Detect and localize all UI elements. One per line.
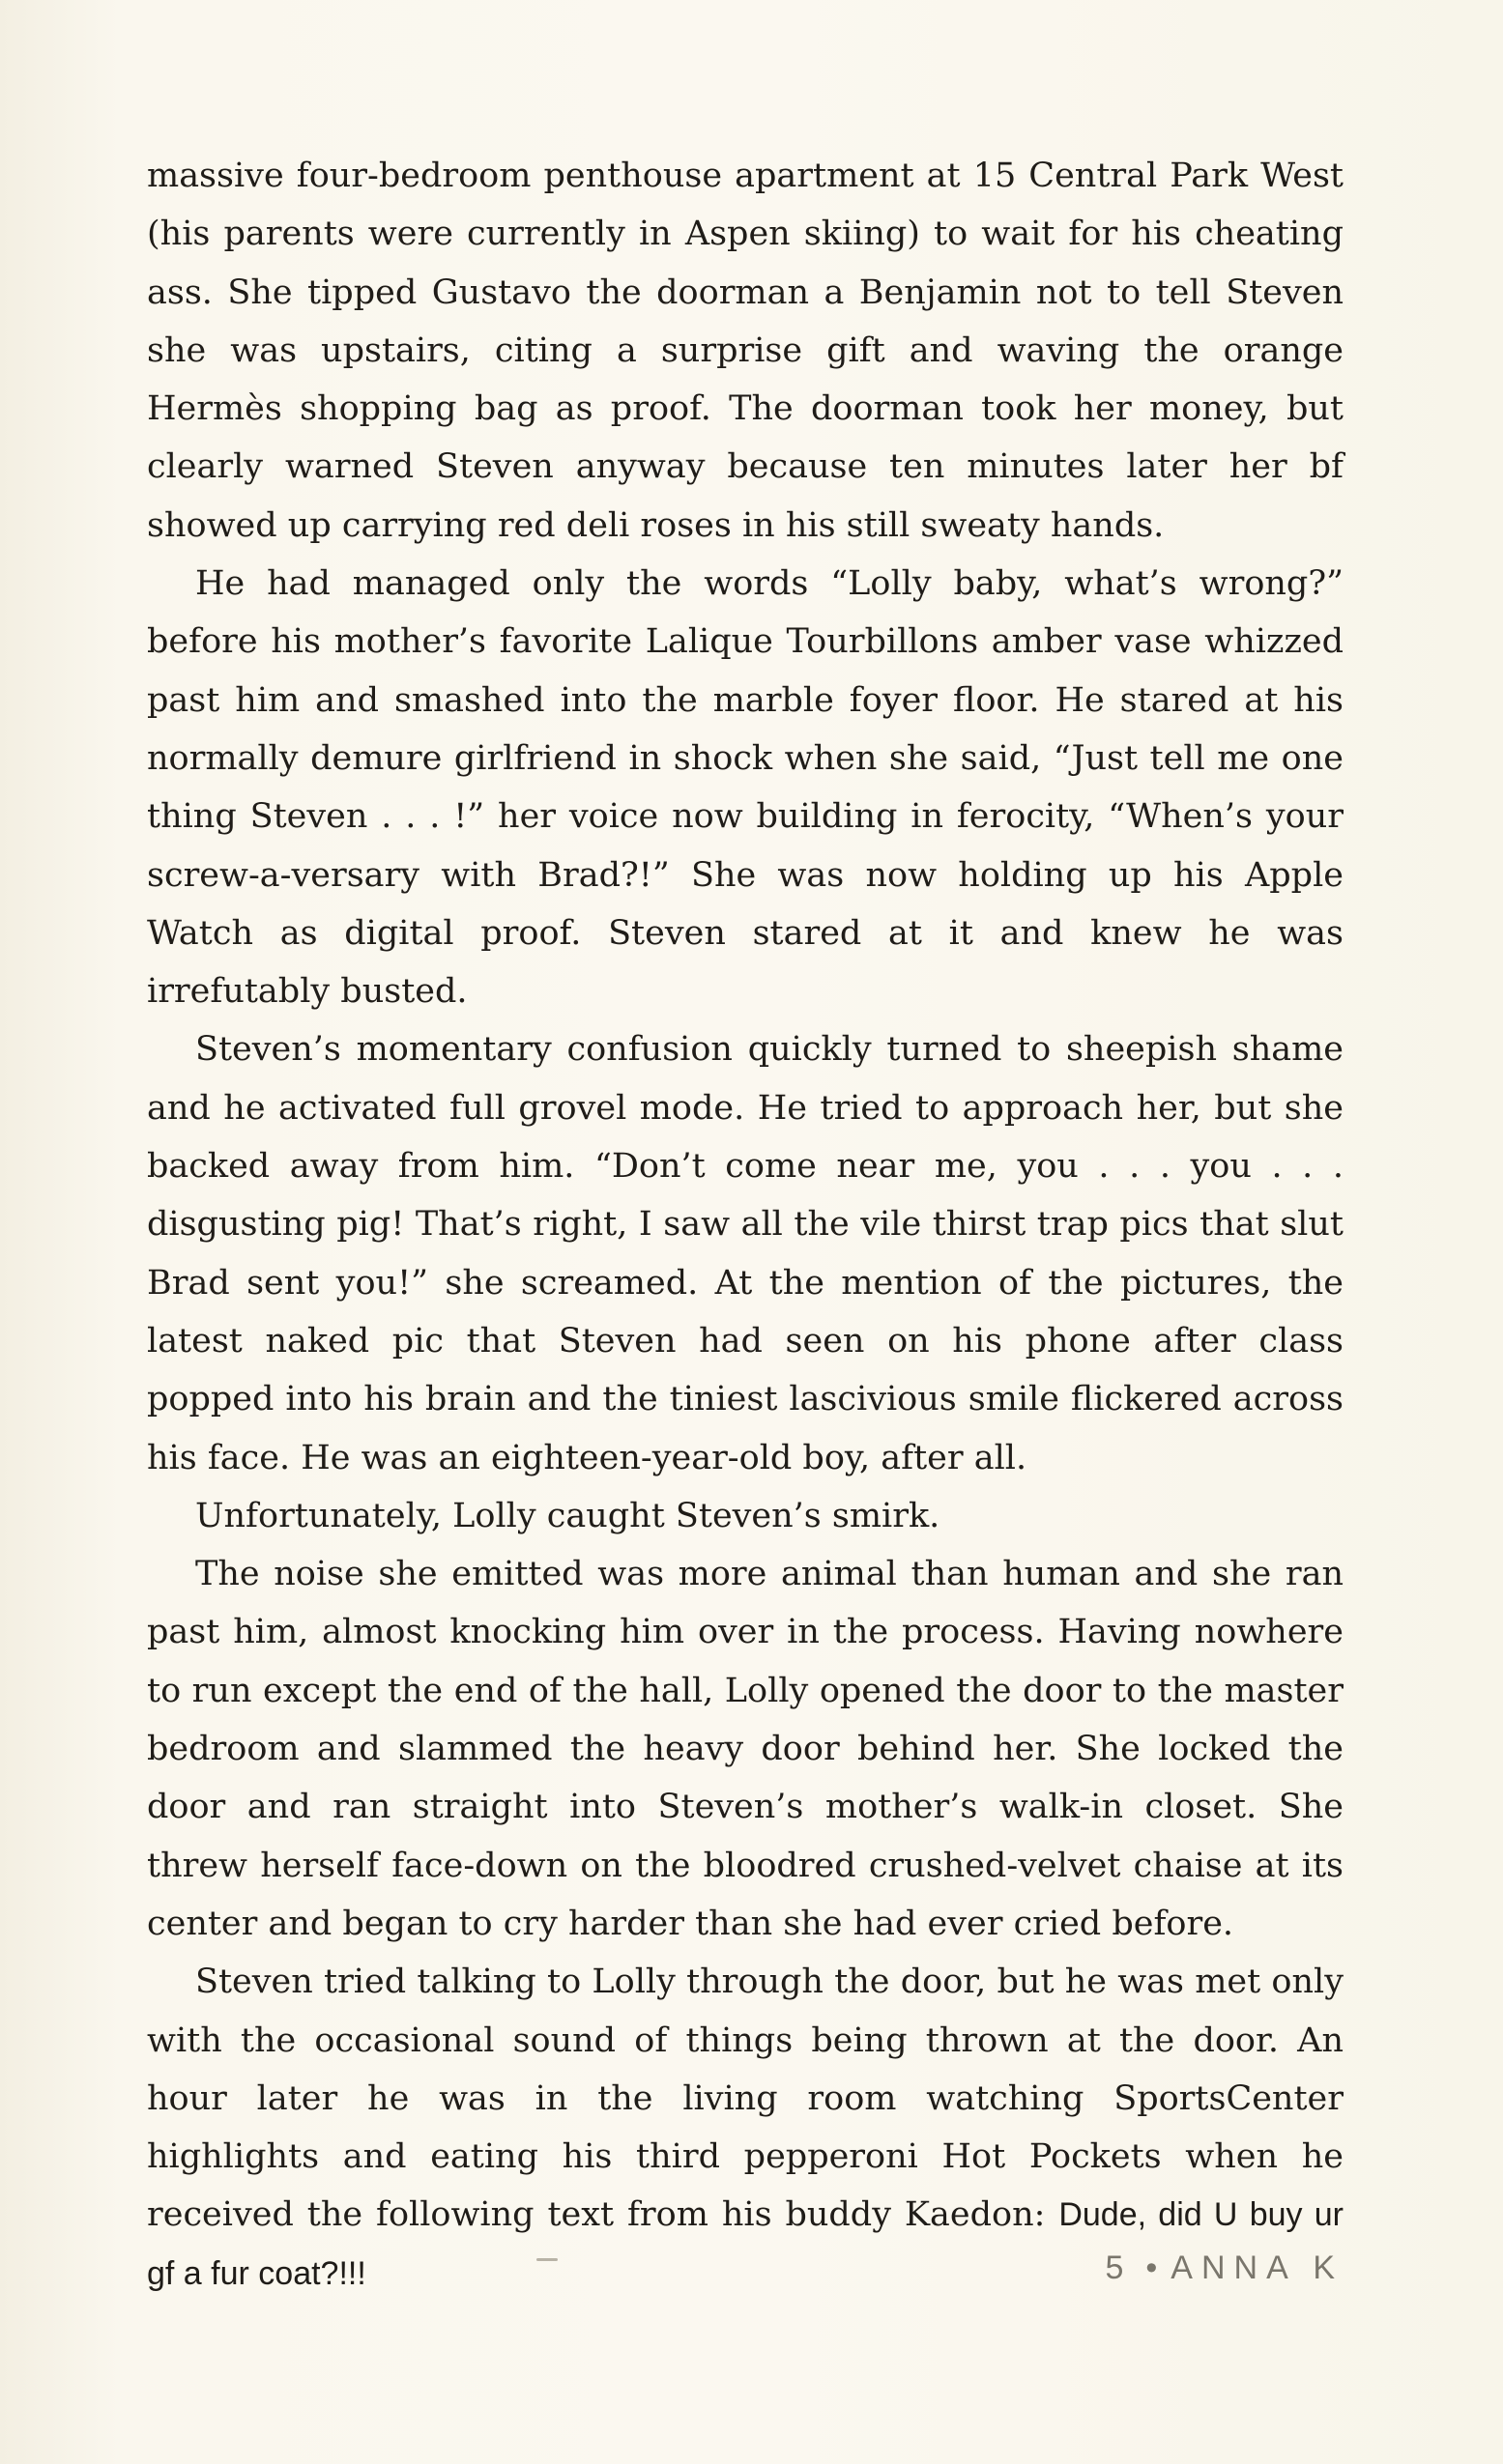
paragraph: The noise she emitted was more animal than human and she ran past him, almost knocking him over in the process. Having nowhere to run except the end of the hall, Lolly opened the door to the master bedroom and slammed the heavy door behind her. She locked the door and ran straight into Steven’s mother’s walk-in closet. She threw herself face-down on the bloodred crushed-velvet chaise at its center and began to cry harder than she had ever cried before. — [147, 1555, 1344, 1943]
page-number: 5 — [1105, 2249, 1133, 2286]
footer-separator: • — [1145, 2249, 1158, 2286]
paragraph: He had managed only the words “Lolly baby, what’s wrong?” before his mother’s favorite Lalique Tourbillons amber vase whizzed past him and smashed into the marble foyer floor. He stared at his normally demure girlfriend in shock when she said, “Just tell me one thing Steven . . . !” her voice now building in ferocity, “When’s your screw-a-versary with Brad?!” She was now holding up his Apple Watch as digital proof. Steven stared at it and knew he was irrefutably busted. — [147, 564, 1344, 1012]
paragraph-last-text: Steven tried talking to Lolly through the door, but he was met only with the occasional sound of things being thrown at the door. An hour later he was in the living room watching SportsCenter highlights and eating his third pepperoni Hot Pockets when he received the following text from his buddy Kaedon: — [147, 1963, 1344, 2235]
paragraph: Steven’s momentary confusion quickly turned to sheepish shame and he activated full grovel mode. He tried to approach her, but she backed away from him. “Don’t come near me, you . . . you . . . disgusting pig! That’s right, I saw all the vile thirst trap pics that slut Brad sent you!” she screamed. At the mention of the pictures, the latest naked pic that Steven had seen on his phone after class popped into his brain and the tiniest lascivious smile flickered across his face. He was an eighteen-year-old boy, after all. — [147, 1030, 1344, 1477]
paper-speck — [536, 2258, 558, 2261]
running-footer — [1105, 2249, 1344, 2287]
paragraph: Unfortunately, Lolly caught Steven’s smirk. — [195, 1496, 940, 1535]
text-message: Dude, did U buy ur gf a fur coat?!!! — [147, 2196, 1344, 2292]
body-text — [147, 147, 1344, 2303]
paragraph: massive four-bedroom penthouse apartment at 15 Central Park West (his parents were currently in Aspen skiing) to wait for his cheating ass. She tipped Gustavo the doorman a Benjamin not to tell Steven she was upstairs, citing a surprise gift and waving the orange Hermès shopping bag as proof. The doorman took her money, but clearly warned Steven anyway because ten minutes later her bf showed up carrying red deli roses in his still sweaty hands. — [147, 157, 1344, 545]
book-title: ANNA K — [1171, 2249, 1344, 2286]
